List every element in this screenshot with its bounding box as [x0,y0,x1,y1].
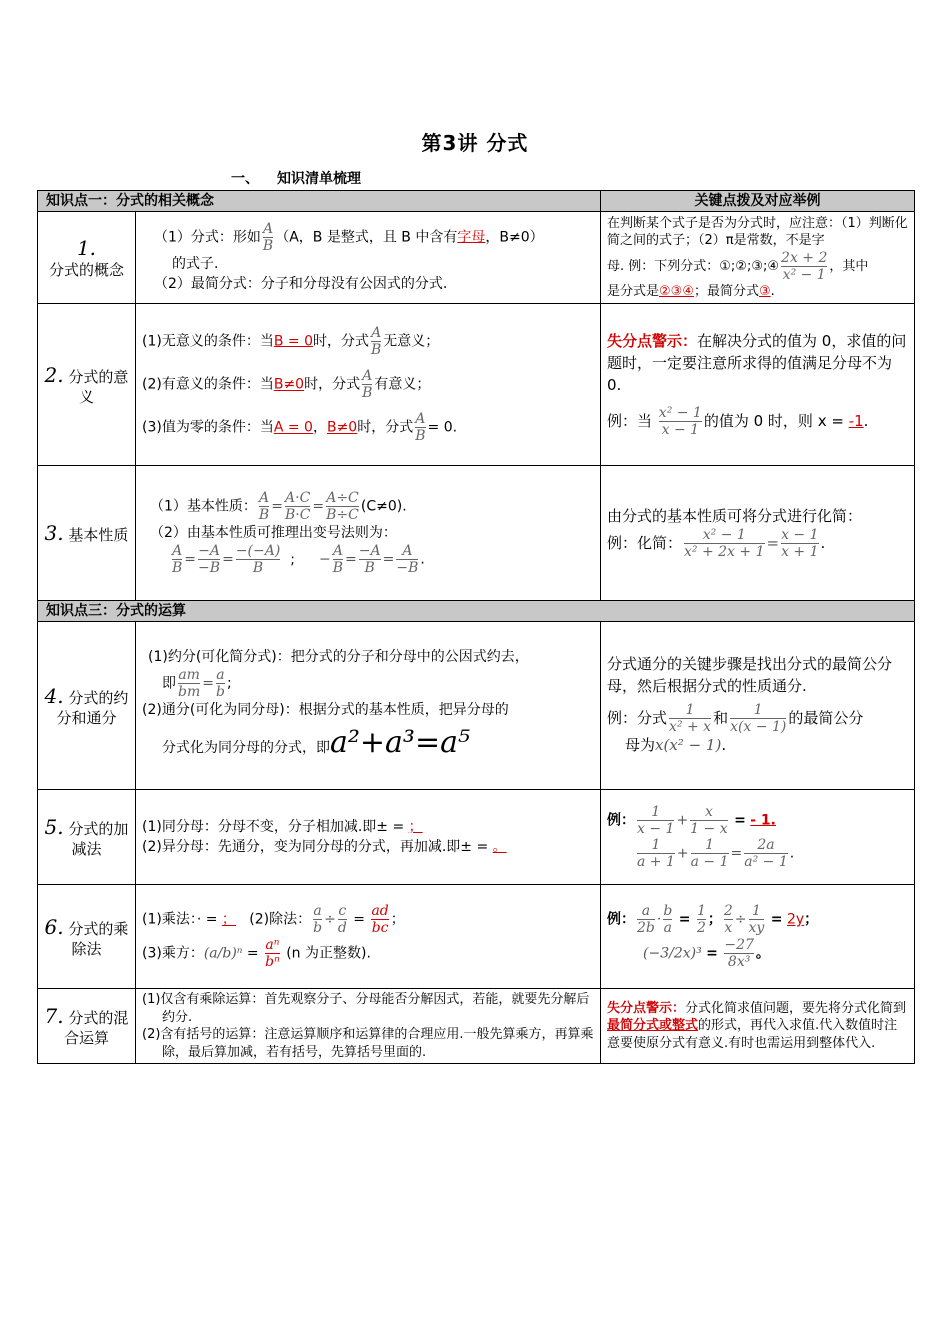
row-label [38,885,136,989]
row-content: (1)仅含有乘除运算：首先观察分子、分母能否分解因式，若能，就要先分解后约分. (2)含有括号的运算：注意运算顺序和运算律的合理应用.一般先算乘方，再算乘除，最后算加减，若有括号，先算括号里面的. [136,989,601,1064]
answer-blank: ； [408,818,423,835]
row-content: (1)约分(可化简分式)：把分式的分子和分母中的公因式约去， 即 $\frac{am}{bm}$ = $\frac{a}{b}$ ; (2)通分(可化为同分母)：根据分式的基本性质，把异分母的 分式化为同分母的分式，即a²+a³=a⁵ [136,622,601,790]
answer-blank: A = 0 [273,419,313,436]
row-name: 分式的混合运算 [63,1009,129,1048]
answer-blank: B≠0 [273,376,305,393]
row-number: 1. [76,235,97,260]
row-content: (1)乘法：· = ； (2)除法： $\frac{a}{b}$ ÷ $\frac{c}{d}$ = $\frac{ad}{bc}$ ； (3)乘方：(a/b)ⁿ = $\frac{\text{aⁿ}}{\text{bⁿ}}$ (n 为正整数). [136,885,601,989]
warning-label: 失分点警示： [607,1000,686,1016]
tip-text: ，其中 [829,258,869,274]
row-number: 5. [44,815,64,840]
knowledge-table [37,190,915,1064]
row-tips: 由分式的基本性质可将分式进行化简： 例：化简： $\frac{\text{x² − 1}}{\text{x² + 2x + 1}}$ = $\frac{x - 1}{x + 1}$ . [601,466,915,601]
table-row [38,466,915,601]
tip-text: 在判断某个式子是否为分式时，应注意：（1）判断化简之间的式子；（2）π是常数，不是字 [607,215,908,249]
row-name: 分式的概念 [48,260,124,279]
page-title: 第3讲 分式 [421,131,529,155]
row-number: 4. [44,683,64,708]
section-number: 一、 [231,171,259,187]
table-header-1 [38,191,915,212]
row-name: 基本性质 [68,526,129,544]
fraction-a-over-b: $\frac{A}{B}$ [415,411,426,445]
table-row [38,790,915,885]
row-content: （1）基本性质： $\frac{A}{B}$ = $\frac{A\cdot C}{B\cdot C}$ = $\frac{A\div C}{B\div C}$ (C≠0). （2）由基本性质可推理出变号法则为： $\frac{A}{B}$ = $\frac{-A}{-B}$ = $\frac{-(-A)}{B}$ ; − $\frac{A}{B}$ = $\frac{-A}{B}$ = $\frac{A}{-B}$ . [136,466,601,601]
header-left: 知识点一：分式的相关概念 [38,191,601,212]
tip-text: ；最简分式 [693,283,759,299]
row-tips: 失分点警示：分式化简求值问题，要先将分式化简到最简分式或整式的形式，再代入求值.代入数值时注意要使原分式有意义.有时也需运用到整体代入. [601,989,915,1064]
row-number: 2. [44,362,64,387]
answer-blank: B≠0 [326,419,358,436]
table-row [38,622,915,790]
row-number: 7. [44,1004,64,1029]
warning-label: 失分点警示： [607,332,698,351]
tip-text: 母. 例：下列分式：①;②;③;④ [607,258,780,274]
answer-blank: - 1. [750,812,776,829]
answer-blank: 最简分式或整式 [607,1018,699,1034]
row-label [38,466,136,601]
row-content: (1)无意义的条件：当B = 0时，分式 $\frac{A}{B}$ 无意义； (2)有意义的条件：当B≠0时，分式 $\frac{A}{B}$ 有意义； (3)值为零的条件：当A = 0，B≠0时，分式 $\frac{A}{B}$ = 0. [136,304,601,466]
row-number: 3. [44,521,64,545]
header-right: 关键点拨及对应举例 [601,191,915,212]
row-tips: 分式通分的关键步骤是找出分式的最简公分母，然后根据分式的性质通分. 例：分式 $\frac{1}{\text{x² + x}}$ 和 $\frac{1}{x(x - 1)}$ 的最简公分 母为x(x² − 1). [601,622,915,790]
section-title: 知识清单梳理 [277,171,361,187]
row-label [38,304,136,466]
row-tips: 例： $\frac{1}{x - 1}$ + $\frac{x}{1 - x}$ = - 1. $\frac{1}{a + 1}$ + $\frac{1}{a - 1}$ = $\frac{2a}{\text{a² − 1}}$ . [601,790,915,885]
tip-text: 在解决分式的值为 0，求值的问题时，一定要注意所求得的值满足分母不为 0. [607,332,907,394]
row-name: 分式的约分和通分 [56,688,129,727]
fraction-example: $\frac{\text{x² − 1}}{x - 1}$ [658,404,702,438]
row-name: 分式的意义 [68,367,129,406]
row-number: 6. [44,914,64,939]
equation: a²+a³=a⁵ [330,724,471,760]
answer-blank: ②③④ [659,283,694,299]
table-row [38,212,915,304]
row-name: 分式的加减法 [68,820,129,859]
fraction-a-over-b: $\frac{A}{B}$ [362,367,373,401]
row-tips: 失分点警示：在解决分式的值为 0，求值的问题时，一定要注意所求得的值满足分母不为 0. 例：当 $\frac{\text{x² − 1}}{x - 1}$ 的值为 0 时，则 x = -1. [601,304,915,466]
answer-blank: -1 [848,411,864,430]
header-left: 知识点三：分式的运算 [38,601,915,622]
tip-text: 是分式是 [607,283,660,299]
row-label [38,790,136,885]
text: （A，B 是整式，且 B 中含有 [275,229,458,246]
table-row [38,989,915,1064]
table-header-2 [38,601,915,622]
answer-blank: ③ [759,283,771,299]
section-heading [231,168,361,188]
fraction-example: $\frac{2x + 2}{\text{x² − 1}}$ [781,249,828,283]
row-tips: 例： $\frac{a}{2b}$ · $\frac{b}{a}$ = $\frac{1}{2}$ ； $\frac{2}{x}$ ÷ $\frac{1}{xy}$ = 2y； (−3/2x)³ = $\frac{-27}{\text{8x³}}$ 。 [601,885,915,989]
table-row [38,304,915,466]
row-label [38,989,136,1064]
row-label [38,622,136,790]
answer-blank: 字母 [457,229,486,246]
answer-blank: 2y [786,911,805,928]
table-row [38,885,915,989]
row-content: (1)同分母：分母不变，分子相加减.即± = ； (2)异分母：先通分，变为同分母的分式，再加减.即± = 。 [136,790,601,885]
answer-blank: ； [221,911,236,928]
row-content [136,212,601,304]
row-name: 分式的乘除法 [68,919,129,958]
text: （1）分式：形如 [154,229,261,246]
text: 的式子. [172,255,219,272]
answer-blank: B = 0 [273,333,313,350]
fraction-a-over-b: $\frac{A}{B}$ [371,324,382,358]
row-tips: 在判断某个式子是否为分式时，应注意：（1）判断化简之间的式子；（2）π是常数，不是字 母. 例：下列分式：①;②;③;④ $\frac{2x + 2}{\text{x² − 1}}$ ，其中 是分式是②③④；最简分式③. [601,212,915,304]
answer-blank: 。 [492,839,507,855]
text: （2）最简分式：分子和分母没有公因式的分式. [154,276,448,293]
row-label [38,212,136,304]
text: ，B≠0） [485,229,544,246]
fraction-a-over-b: $\frac{A}{B}$ [262,220,274,254]
